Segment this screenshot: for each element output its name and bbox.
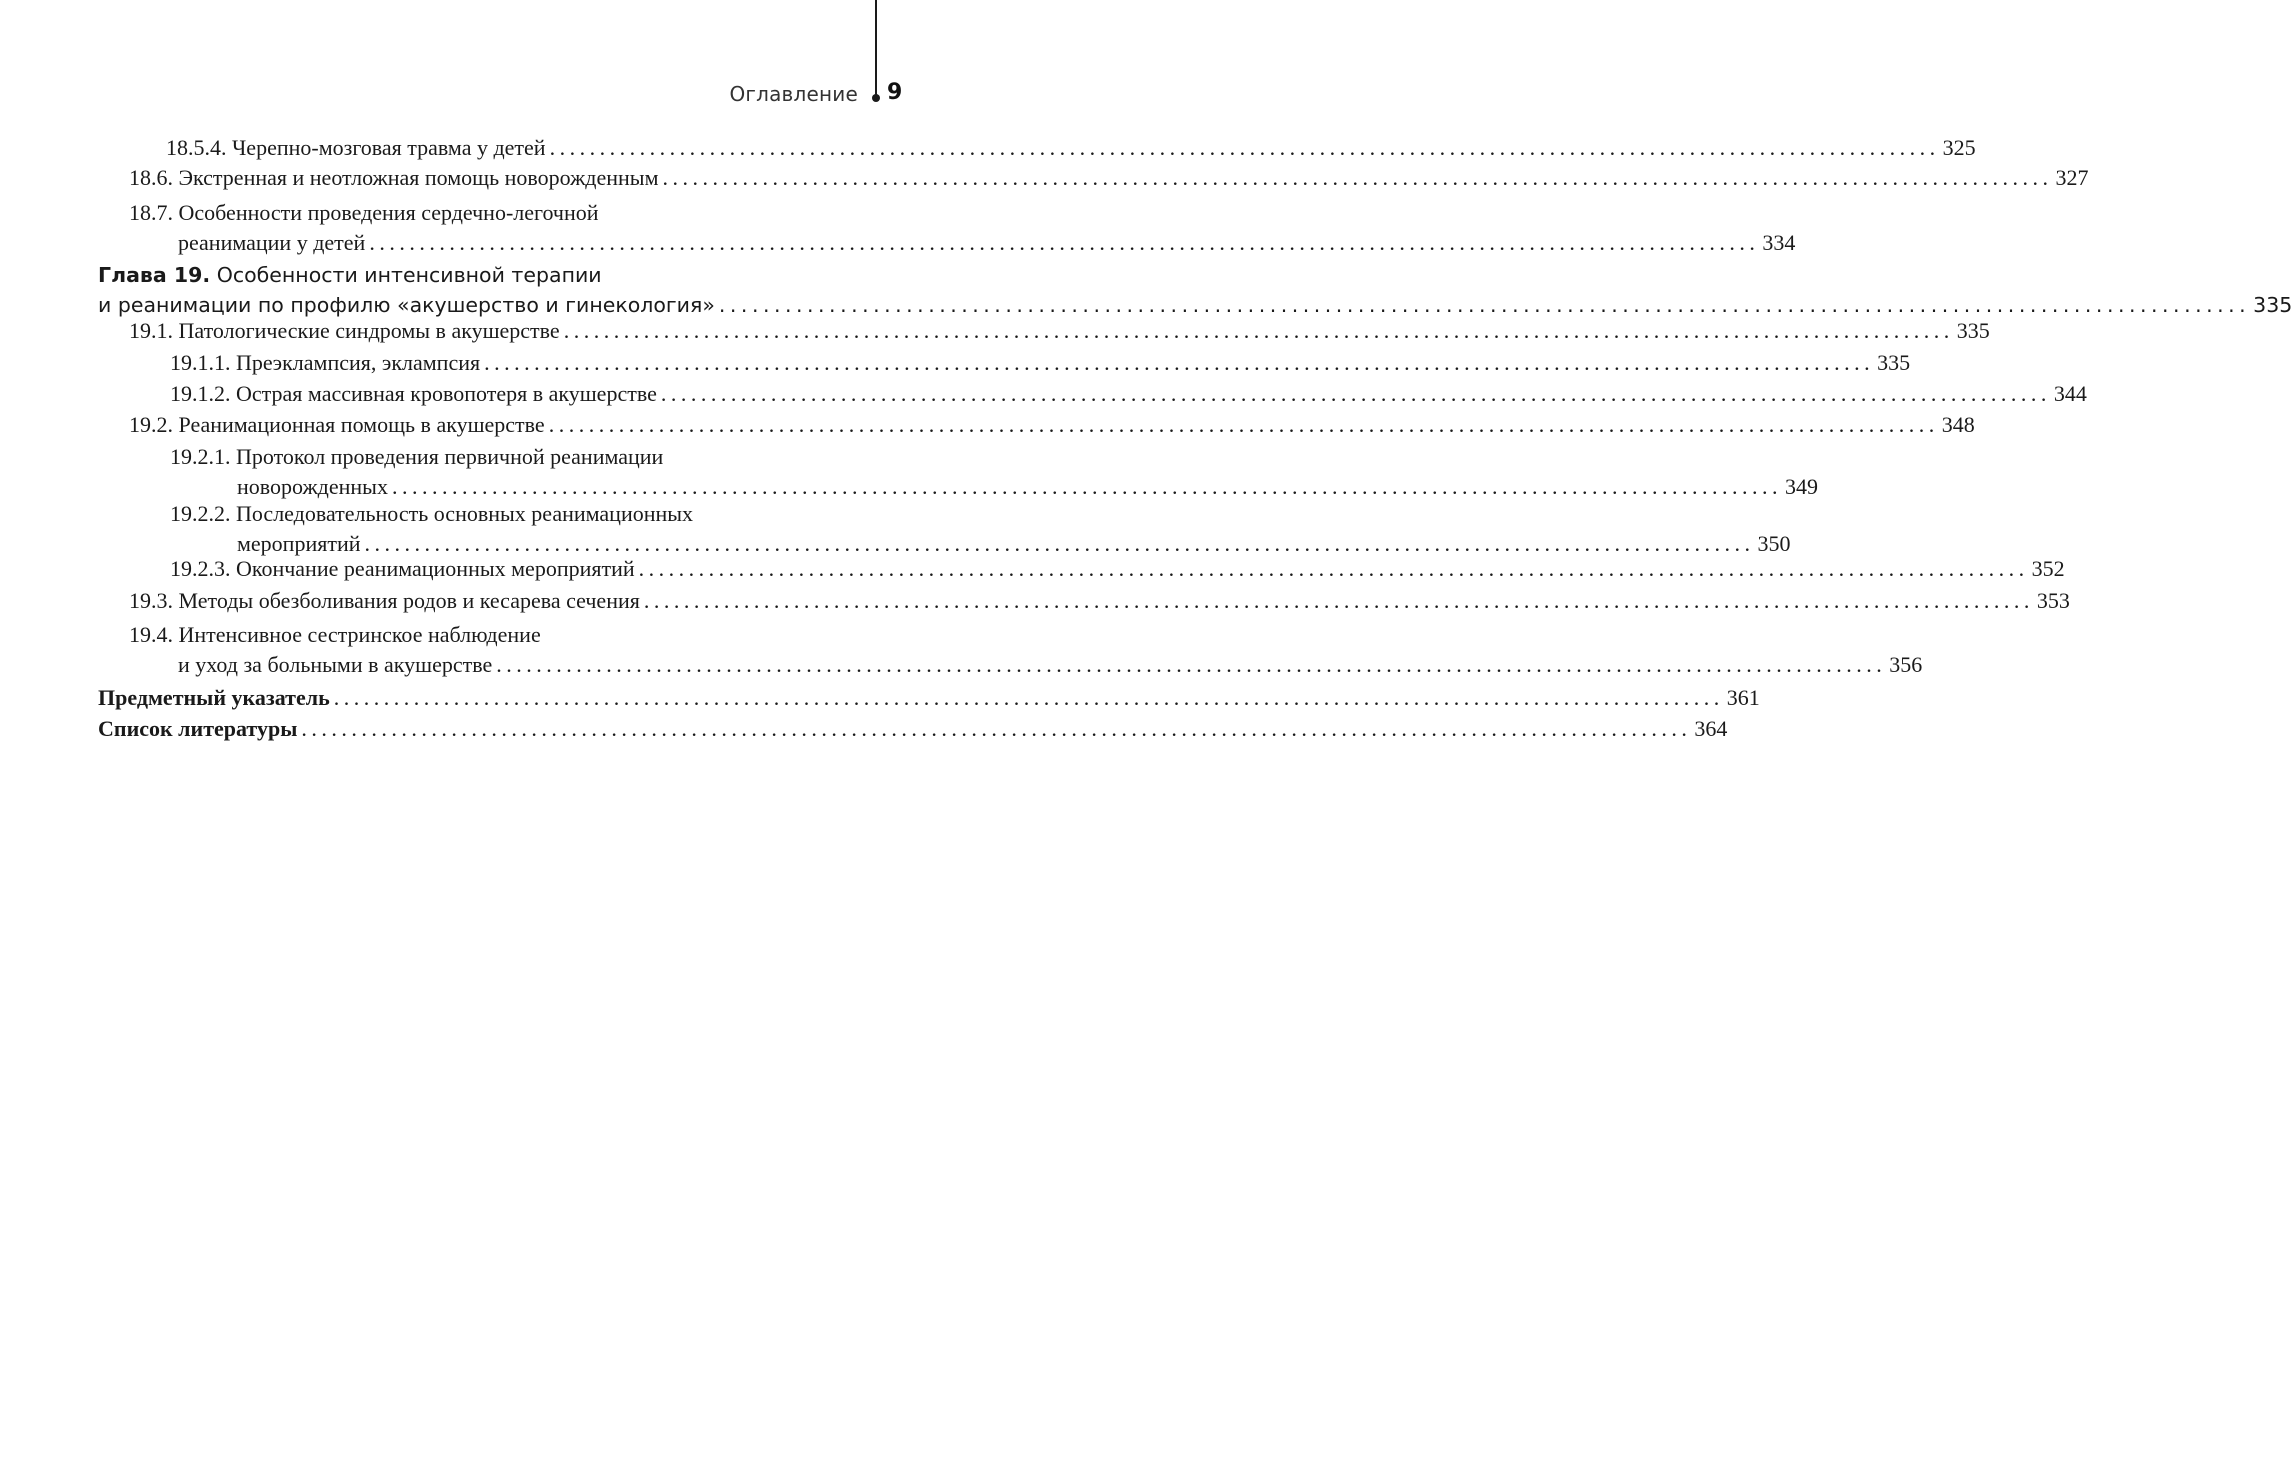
toc-entry-title-continued: новорожденных [237,474,388,499]
dot-leader: ........................................................................................................................................... [301,716,1692,741]
toc-page-number: 349 [1784,474,1818,499]
toc-entry-title: 19.2. Реанимационная помощь в акушерстве [129,412,545,437]
toc-entry-19-4[interactable] [129,620,1923,680]
dot-leader: ........................................................................................................................................... [333,685,1724,710]
dot-leader: ........................................................................................................................................... [643,588,2034,613]
toc-chapter-19[interactable] [98,260,2292,320]
toc-entry-references[interactable] [98,714,1728,744]
toc-entry-19-1[interactable] [129,316,1990,346]
toc-entry-title-continued: и уход за больными в акушерстве [178,652,493,677]
dot-leader: ........................................................................................................................................... [484,350,1875,375]
header-rule-dot [872,94,880,102]
toc-page-number: 334 [1762,230,1796,255]
toc-entry-19-1-1[interactable] [170,348,1911,378]
running-title: Оглавление [729,82,858,106]
dot-leader: ........................................................................................................................................... [391,474,1782,499]
toc-page-number: 325 [1942,135,1976,160]
toc-entry-19-1-2[interactable] [170,379,2087,409]
dot-leader: ........................................................................................................................................... [718,293,2251,317]
toc-entry-title-continued: реанимации у детей [178,230,366,255]
toc-entry-title: 19.2.2. Последовательность основных реанимационных [170,501,694,526]
page-number: 9 [887,80,903,105]
toc-page-number: 350 [1757,531,1791,556]
toc-entry-title: 18.6. Экстренная и неотложная помощь новорожденным [129,165,659,190]
toc-entry-title: 19.1. Патологические синдромы в акушерстве [129,318,560,343]
toc-page-number: 364 [1694,716,1728,741]
toc-entry-19-3[interactable] [129,586,2070,616]
dot-leader: ........................................................................................................................................... [660,381,2051,406]
toc-entry-subject-index[interactable] [98,683,1760,713]
chapter-title-continued: и реанимации по профилю «акушерство и гинекология» [98,293,715,317]
toc-entry-19-2[interactable] [129,410,1975,440]
toc-page-number: 352 [2031,556,2065,581]
toc-entry-title: Предметный указатель [98,685,330,710]
toc-entry-title: 19.3. Методы обезболивания родов и кесарева сечения [129,588,640,613]
toc-page-number: 327 [2055,165,2089,190]
toc-page-number: 353 [2036,588,2070,613]
toc-entry-title: 19.2.3. Окончание реанимационных мероприятий [170,556,635,581]
toc-entry-19-2-3[interactable] [170,554,2065,584]
toc-entry-title-continued: мероприятий [237,531,361,556]
toc-entry-18-6[interactable] [129,163,2089,193]
toc-entry-18-5-4[interactable] [166,133,1976,163]
dot-leader: ........................................................................................................................................... [548,412,1939,437]
toc-entry-19-2-2[interactable] [170,499,1791,559]
dot-leader: ........................................................................................................................................... [369,230,1760,255]
dot-leader: ........................................................................................................................................... [549,135,1940,160]
toc-entry-title: 18.7. Особенности проведения сердечно-легочной [129,200,599,225]
toc-entry-title: Список литературы [98,716,298,741]
chapter-title: Особенности интенсивной терапии [210,263,602,287]
toc-entry-title: 19.4. Интенсивное сестринское наблюдение [129,622,541,647]
toc-entry-title: 18.5.4. Черепно-мозговая травма у детей [166,135,546,160]
dot-leader: ........................................................................................................................................... [662,165,2053,190]
toc-entry-title: 19.2.1. Протокол проведения первичной реанимации [170,444,664,469]
toc-entry-title: 19.1.1. Преэклампсия, эклампсия [170,350,481,375]
header-vertical-rule [875,0,877,95]
toc-page-number: 335 [2253,293,2292,317]
toc-entry-18-7[interactable] [129,198,1796,258]
chapter-label: Глава 19. [98,263,211,287]
dot-leader: ........................................................................................................................................... [364,531,1755,556]
toc-entry-19-2-1[interactable] [170,442,1818,502]
toc-page-number: 344 [2053,381,2087,406]
toc-page-number: 335 [1877,350,1911,375]
toc-page-number: 335 [1956,318,1990,343]
toc-page-number: 356 [1889,652,1923,677]
dot-leader: ........................................................................................................................................... [496,652,1887,677]
toc-entry-title: 19.1.2. Острая массивная кровопотеря в акушерстве [170,381,657,406]
toc-page-number: 361 [1726,685,1760,710]
toc-page-number: 348 [1941,412,1975,437]
dot-leader: ........................................................................................................................................... [563,318,1954,343]
dot-leader: ........................................................................................................................................... [638,556,2029,581]
